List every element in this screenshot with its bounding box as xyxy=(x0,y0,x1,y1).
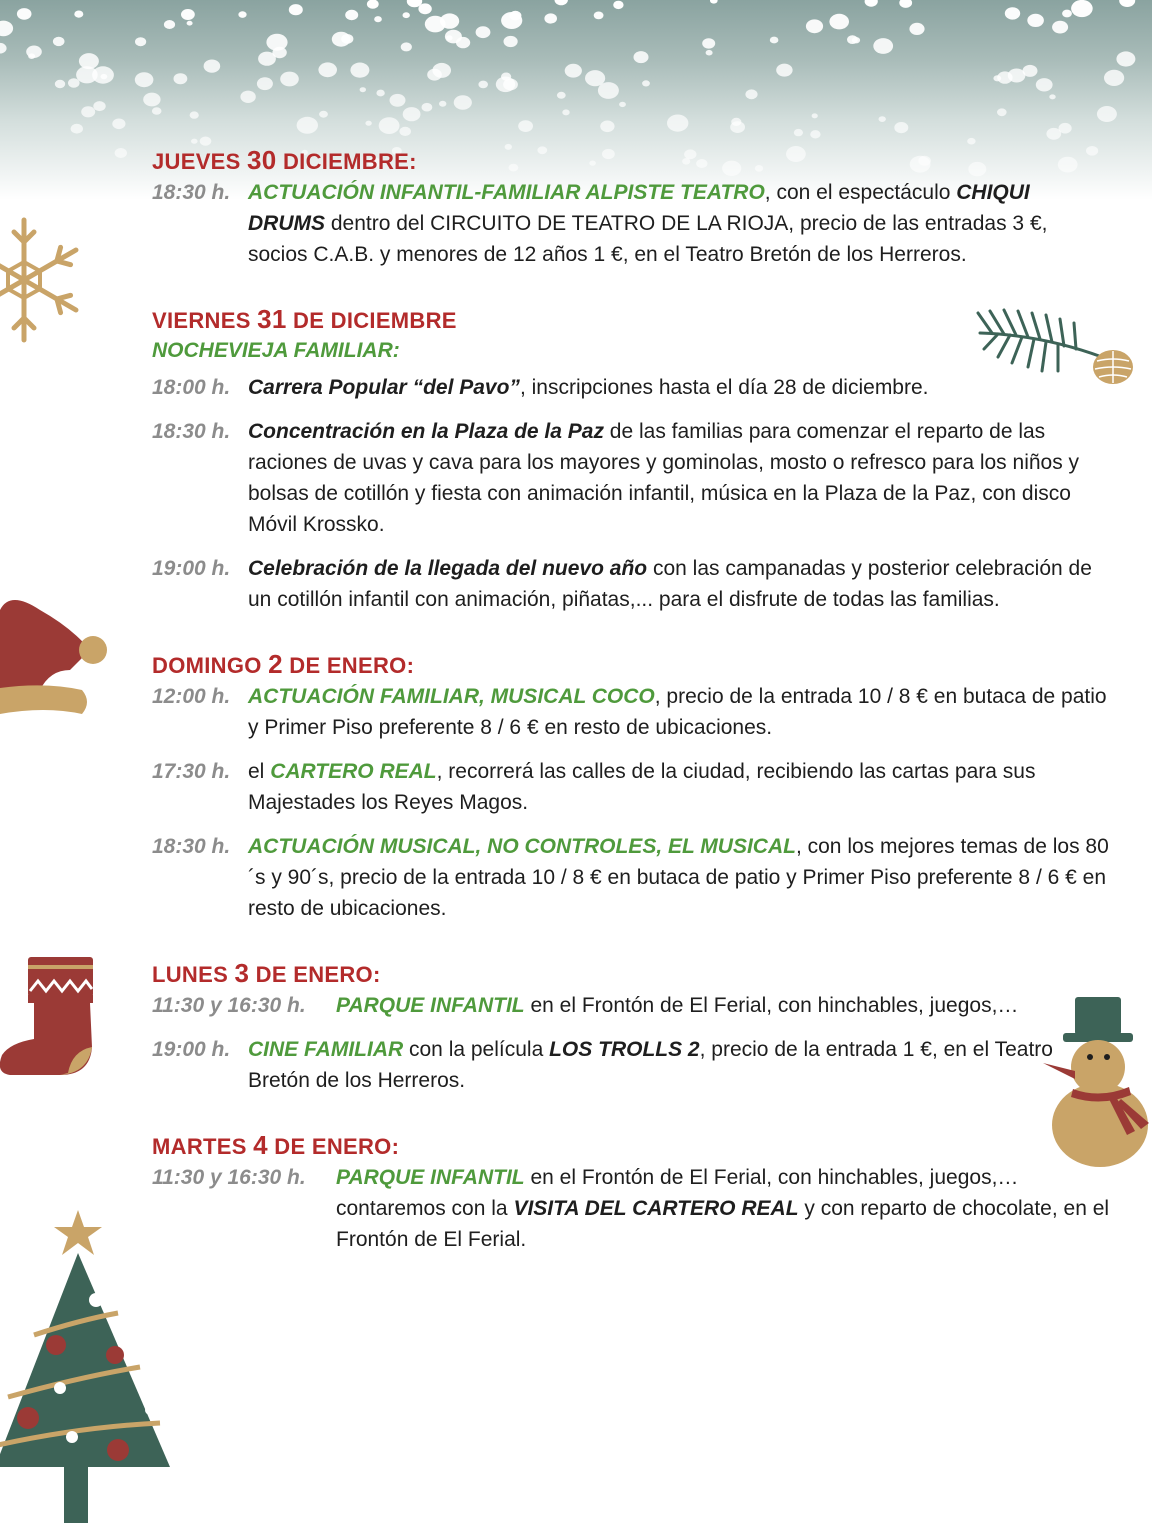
event-description xyxy=(248,416,1112,540)
event-text: , recorrerá las calles de la ciudad, recibiendo las cartas para sus Majestades los Reyes Magos. xyxy=(248,760,1036,814)
event-item xyxy=(152,990,1112,1021)
snow-dot xyxy=(152,107,162,115)
snow-dot xyxy=(642,80,650,86)
event-item xyxy=(152,416,1112,540)
snow-dot xyxy=(319,111,328,118)
event-item xyxy=(152,1162,1112,1255)
snow-dot xyxy=(594,12,604,20)
snow-dot xyxy=(899,0,912,8)
christmas-tree-icon xyxy=(0,1205,175,1523)
snow-dot xyxy=(280,72,299,87)
day-heading-pre: MARTES xyxy=(152,1134,254,1159)
snow-dot xyxy=(143,93,160,107)
snow-dot xyxy=(297,117,318,134)
snow-dot xyxy=(634,51,649,63)
snow-dot xyxy=(53,37,65,46)
day-heading xyxy=(152,649,1112,681)
snow-dot xyxy=(17,8,32,20)
snow-dot xyxy=(557,92,566,99)
snow-dot xyxy=(710,0,718,4)
day-section xyxy=(152,304,1112,615)
day-heading-pre: LUNES xyxy=(152,962,235,987)
snow-dot xyxy=(318,62,337,77)
day-heading xyxy=(152,145,1112,177)
event-item xyxy=(152,372,1112,403)
event-text: de las familias para comenzar el reparto de las raciones de uvas y cava para los mayores y gominolas, mosto o refresco para los niños y bolsas de cotillón y fiesta con animación infantil, música en la Plaza de la Paz, con disco Móvil Krossko. xyxy=(248,420,1080,536)
snow-dot xyxy=(401,42,412,51)
event-emphasis: LOS TROLLS 2 xyxy=(549,1038,700,1061)
snow-dot xyxy=(266,34,287,51)
snow-dot xyxy=(446,35,453,40)
snow-dot xyxy=(456,37,470,48)
day-section xyxy=(152,958,1112,1096)
snow-dot xyxy=(76,66,98,83)
snow-dot xyxy=(873,38,893,54)
snow-dot xyxy=(379,117,400,134)
snow-dot xyxy=(135,72,154,87)
snow-dot xyxy=(810,130,820,138)
event-description xyxy=(336,990,1112,1021)
day-section xyxy=(152,649,1112,924)
snow-dot xyxy=(367,0,379,9)
snow-dot xyxy=(191,139,198,144)
snow-dot xyxy=(706,50,713,56)
event-emphasis: Carrera Popular “del Pavo” xyxy=(248,376,520,399)
event-text: en el Frontón de El Ferial, con hinchables, juegos,… xyxy=(524,994,1019,1017)
snow-dot xyxy=(865,0,878,7)
snow-dot xyxy=(390,94,406,107)
snow-dot xyxy=(544,13,557,23)
day-heading-num: 30 xyxy=(247,145,277,175)
day-heading-post: DE ENERO: xyxy=(267,1134,400,1159)
event-time: 17:30 h. xyxy=(152,760,231,783)
snow-dot xyxy=(967,138,975,145)
event-description xyxy=(336,1162,1112,1255)
snow-dot xyxy=(1097,106,1117,122)
day-heading-num: 3 xyxy=(234,958,250,988)
day-heading xyxy=(152,304,1112,336)
event-time: 11:30 y 16:30 h. xyxy=(152,994,306,1017)
snow-dot xyxy=(504,36,518,47)
event-description xyxy=(248,553,1112,615)
santa-hat-icon xyxy=(0,590,115,720)
event-emphasis: Concentración en la Plaza de la Paz xyxy=(248,420,604,443)
snow-dot xyxy=(190,111,199,118)
event-item xyxy=(152,831,1112,924)
snow-dot xyxy=(585,70,605,86)
event-description xyxy=(248,177,1112,270)
day-heading-post: DICIEMBRE: xyxy=(276,149,417,174)
event-title: CINE FAMILIAR xyxy=(248,1038,404,1061)
day-heading-num: 2 xyxy=(268,649,283,679)
event-text: , con el espectáculo xyxy=(764,181,957,204)
event-time: 19:00 h. xyxy=(152,557,231,580)
event-time: 18:30 h. xyxy=(152,420,231,443)
snow-dot xyxy=(1049,94,1055,99)
snow-dot xyxy=(909,23,924,35)
snow-dot xyxy=(28,53,35,59)
snow-dot xyxy=(181,9,195,20)
snow-dot xyxy=(403,107,421,121)
event-title: PARQUE INFANTIL xyxy=(336,1166,525,1189)
event-text: dentro del CIRCUITO DE TEATRO DE LA RIOJA, precio de las entradas 3 €, socios C.A.B. y menores de 12 años 1 €, en el Teatro Bretón de los Herreros. xyxy=(248,212,1048,266)
day-subheading: NOCHEVIEJA FAMILIAR: xyxy=(152,339,400,362)
event-item xyxy=(152,681,1112,743)
event-text: , con los mejores temas de los 80´s y 90´s, precio de la entrada 10 / 8 € en butaca de patio y Primer Piso preferente 8 / 6 € en resto de ubicaciones. xyxy=(248,835,1109,920)
snow-dot xyxy=(0,43,7,54)
snow-dot xyxy=(418,3,431,14)
snow-dot xyxy=(613,1,623,9)
snow-dot xyxy=(0,21,13,37)
day-heading-pre: JUEVES xyxy=(152,149,248,174)
snow-dot xyxy=(187,21,193,26)
snow-dot xyxy=(731,118,741,126)
snow-dot xyxy=(376,90,384,97)
event-text: , precio de la entrada 10 / 8 € en butaca de patio y Primer Piso preferente 8 / 6 € en resto de ubicaciones. xyxy=(248,685,1107,739)
snow-dot xyxy=(425,16,446,33)
snow-dot xyxy=(894,122,908,133)
day-heading-post: DE DICIEMBRE xyxy=(286,308,457,333)
day-heading-post: DE ENERO: xyxy=(249,962,381,987)
snow-dot xyxy=(350,63,369,78)
snow-dot xyxy=(68,78,80,87)
snow-dot xyxy=(619,102,626,107)
event-text: , inscripciones hasta el día 28 de diciembre. xyxy=(519,376,929,399)
snow-dot xyxy=(565,64,582,78)
event-time: 18:00 h. xyxy=(152,376,231,399)
snow-dot xyxy=(600,121,614,133)
snow-dot xyxy=(847,35,858,44)
snow-dot xyxy=(997,108,1007,116)
event-emphasis: VISITA DEL CARTERO REAL xyxy=(513,1197,799,1220)
day-heading-pre: VIERNES xyxy=(152,308,258,333)
snow-dot xyxy=(1062,10,1072,18)
event-time: 19:00 h. xyxy=(152,1038,231,1061)
snow-dot xyxy=(812,113,818,118)
event-title: ACTUACIÓN INFANTIL-FAMILIAR ALPISTE TEATRO xyxy=(248,181,765,204)
snow-dot xyxy=(1104,70,1124,86)
snow-dot xyxy=(81,106,95,117)
snow-dot xyxy=(365,121,371,126)
snow-dot xyxy=(374,16,382,22)
snow-dot xyxy=(115,148,127,158)
event-description xyxy=(248,1034,1112,1096)
day-heading-num: 4 xyxy=(253,1130,268,1160)
snow-dot xyxy=(518,120,533,132)
snow-dot xyxy=(439,101,446,107)
event-emphasis: Celebración de la llegada del nuevo año xyxy=(248,557,648,580)
snow-dot xyxy=(1005,7,1020,19)
snow-dot xyxy=(112,119,125,130)
day-heading-pre: DOMINGO xyxy=(152,653,269,678)
day-heading xyxy=(152,1130,1112,1162)
snow-dot xyxy=(1119,0,1135,7)
snow-dot xyxy=(879,116,886,122)
snow-dot xyxy=(794,129,803,136)
event-text: en el Frontón de El Ferial, con hinchables, juegos,… contaremos con la xyxy=(336,1166,1019,1220)
event-item xyxy=(152,177,1112,270)
snow-dot xyxy=(432,63,451,78)
snow-dot xyxy=(55,80,65,88)
snow-dot xyxy=(1059,123,1072,134)
snow-dot xyxy=(174,73,188,84)
event-description xyxy=(248,756,1112,818)
event-time: 12:00 h. xyxy=(152,685,231,708)
snow-dot xyxy=(257,77,273,90)
snow-dot xyxy=(71,124,83,134)
snow-dot xyxy=(403,12,410,18)
snowflake-icon xyxy=(0,210,100,350)
snow-dot xyxy=(1027,14,1044,27)
snow-dot xyxy=(74,11,83,18)
snow-dot xyxy=(345,10,358,20)
day-section xyxy=(152,1130,1112,1255)
snow-dot xyxy=(770,37,779,44)
snow-dot xyxy=(1071,0,1093,17)
snow-dot xyxy=(238,11,246,18)
snow-dot xyxy=(806,19,823,33)
snow-dot xyxy=(509,11,521,21)
event-description xyxy=(248,831,1112,924)
event-item xyxy=(152,756,1112,818)
event-title: PARQUE INFANTIL xyxy=(336,994,525,1017)
snow-dot xyxy=(562,109,569,115)
snow-dot xyxy=(360,87,366,92)
snow-dot xyxy=(422,103,433,112)
snow-dot xyxy=(454,95,472,110)
event-title: ACTUACIÓN FAMILIAR, MUSICAL COCO xyxy=(248,685,655,708)
event-time: 11:30 y 16:30 h. xyxy=(152,1166,306,1189)
snow-dot xyxy=(1116,51,1135,66)
event-item xyxy=(152,553,1112,615)
event-title: CARTERO REAL xyxy=(270,760,437,783)
snow-dot xyxy=(289,4,303,15)
snow-dot xyxy=(399,127,411,136)
event-title: ACTUACIÓN MUSICAL, NO CONTROLES, EL MUSICAL xyxy=(248,835,796,858)
snow-dot xyxy=(1036,78,1053,91)
event-description xyxy=(248,372,1112,403)
event-text: con las campanadas y posterior celebración de un cotillón infantil con animación, piñatas,... para el disfrute de todas las familias. xyxy=(248,557,1092,611)
snow-dot xyxy=(1052,21,1068,34)
program-content xyxy=(152,145,1112,1289)
snow-dot xyxy=(240,91,255,103)
event-description xyxy=(248,681,1112,743)
stocking-icon xyxy=(0,955,100,1080)
snow-dot xyxy=(476,26,491,38)
snow-dot xyxy=(829,14,849,30)
snow-dot xyxy=(555,0,568,5)
snow-dot xyxy=(993,75,1001,81)
snow-dot xyxy=(776,64,792,77)
event-item xyxy=(152,1034,1112,1096)
day-section xyxy=(152,145,1112,270)
event-time: 18:30 h. xyxy=(152,835,231,858)
snow-dot xyxy=(135,37,146,46)
event-text: , precio de la entrada 1 €, en el Teatro Bretón de los Herreros. xyxy=(248,1038,1053,1092)
snow-dot xyxy=(341,34,353,44)
day-heading-num: 31 xyxy=(257,304,287,334)
event-text: con la película xyxy=(403,1038,550,1061)
snow-dot xyxy=(1023,65,1038,77)
snow-dot xyxy=(164,20,175,29)
snow-dot xyxy=(503,79,518,91)
event-emphasis: CHIQUI DRUMS xyxy=(248,181,1030,235)
snow-dot xyxy=(702,38,715,48)
snow-dot xyxy=(478,81,488,89)
snow-dot xyxy=(745,89,757,99)
event-time: 18:30 h. xyxy=(152,181,231,204)
snow-dot xyxy=(204,60,221,73)
snow-dot xyxy=(93,101,105,111)
event-text: y con reparto de chocolate, en el Frontón de El Ferial. xyxy=(336,1197,1110,1251)
snow-dot xyxy=(667,115,688,132)
event-text: el xyxy=(248,760,271,783)
day-heading xyxy=(152,958,1112,990)
day-heading-post: DE ENERO: xyxy=(282,653,415,678)
